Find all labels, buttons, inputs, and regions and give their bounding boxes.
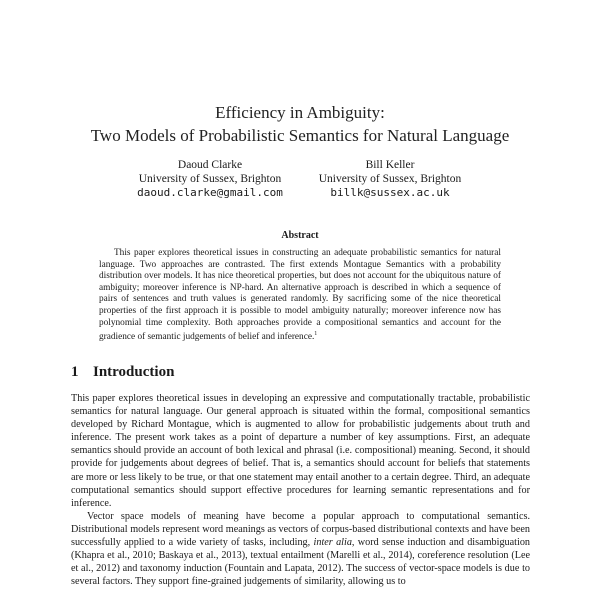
paper-title-line1: Efficiency in Ambiguity: (215, 103, 385, 122)
paragraph-2-italic: inter alia (313, 537, 352, 549)
author-block-2 (295, 158, 485, 200)
footnote-mark: 1 (314, 331, 318, 338)
abstract-text: This paper explores theoretical issues in constructing an adequate probabilistic semantics for natural language. Two approaches are contrasted. The first extends Montague Semantics with a probability distribution over models. It has nice theoretical properties, but does not account for the ubiquitous nature of ambiguity; moreover inference is NP-hard. An alternative approach is described in which a sequence of pairs of sentences and truth values is generated randomly. By sacrificing some of the nice theoretical properties of the first approach it is possible to model ambiguity naturally; moreover inference now has polynomial time complexity. Both approaches provide a compositional semantics and account for the gradience of semantic judgements of belief and inference. (99, 248, 501, 343)
section-heading (71, 364, 174, 381)
abstract-body (99, 248, 501, 344)
author-block-1 (115, 158, 305, 200)
author-email: billk@sussex.ac.uk (330, 186, 450, 199)
section-title: Introduction (93, 364, 175, 380)
section-body (71, 392, 530, 588)
author-email: daoud.clarke@gmail.com (137, 186, 283, 199)
paragraph-2-text-b: , word sense induction and disambiguation (Khapra et al., 2010; Baskaya et al., 2013), textual entailment (Marelli et al., 2014), coreference resolution (Lee et al., 2012) and taxonomy induction (Fountain and Lapata, 2012). The success of vector-space models is due to several factors. They support fine-grained judgements of similarity, allowing us to (71, 537, 531, 588)
author-name: Daoud Clarke (177, 159, 243, 171)
paragraph-1: This paper explores theoretical issues in developing an expressive and computationally tractable, probabilistic semantics for natural language. Our general approach is situated within the formal, compositional semantics developed by Richard Montague, which is augmented to allow for probabilistic judgements about truth and inference. The present work takes as a point of departure a number of key assumptions. First, an adequate semantics should provide an account of both lexical and phrasal (i.e. compositional) meaning. Second, it should provide for judgements about degrees of belief. That is, a semantics should account for beliefs that statements are more or less likely to be true, or that one statement may entail another to a certain degree. Third, an adequate computational semantics should support effective procedures for learning semantic representations and for inference. (71, 393, 530, 509)
paragraph-2 (71, 510, 530, 589)
author-name: Bill Keller (365, 159, 415, 171)
paragraph-2-text-a: Vector space models of meaning have become a popular approach to computational semantics. Distributional models represent word meanings as vectors of corpus-based distributional contexts and have been successfully applied to a wide variety of tasks, including, (71, 510, 530, 549)
author-affiliation: University of Sussex, Brighton (318, 173, 462, 185)
author-affiliation: University of Sussex, Brighton (138, 173, 282, 185)
paper-title-line2: Two Models of Probabilistic Semantics for Natural Language (90, 126, 510, 145)
abstract-heading: Abstract (281, 230, 319, 241)
section-number: 1 (71, 364, 79, 380)
